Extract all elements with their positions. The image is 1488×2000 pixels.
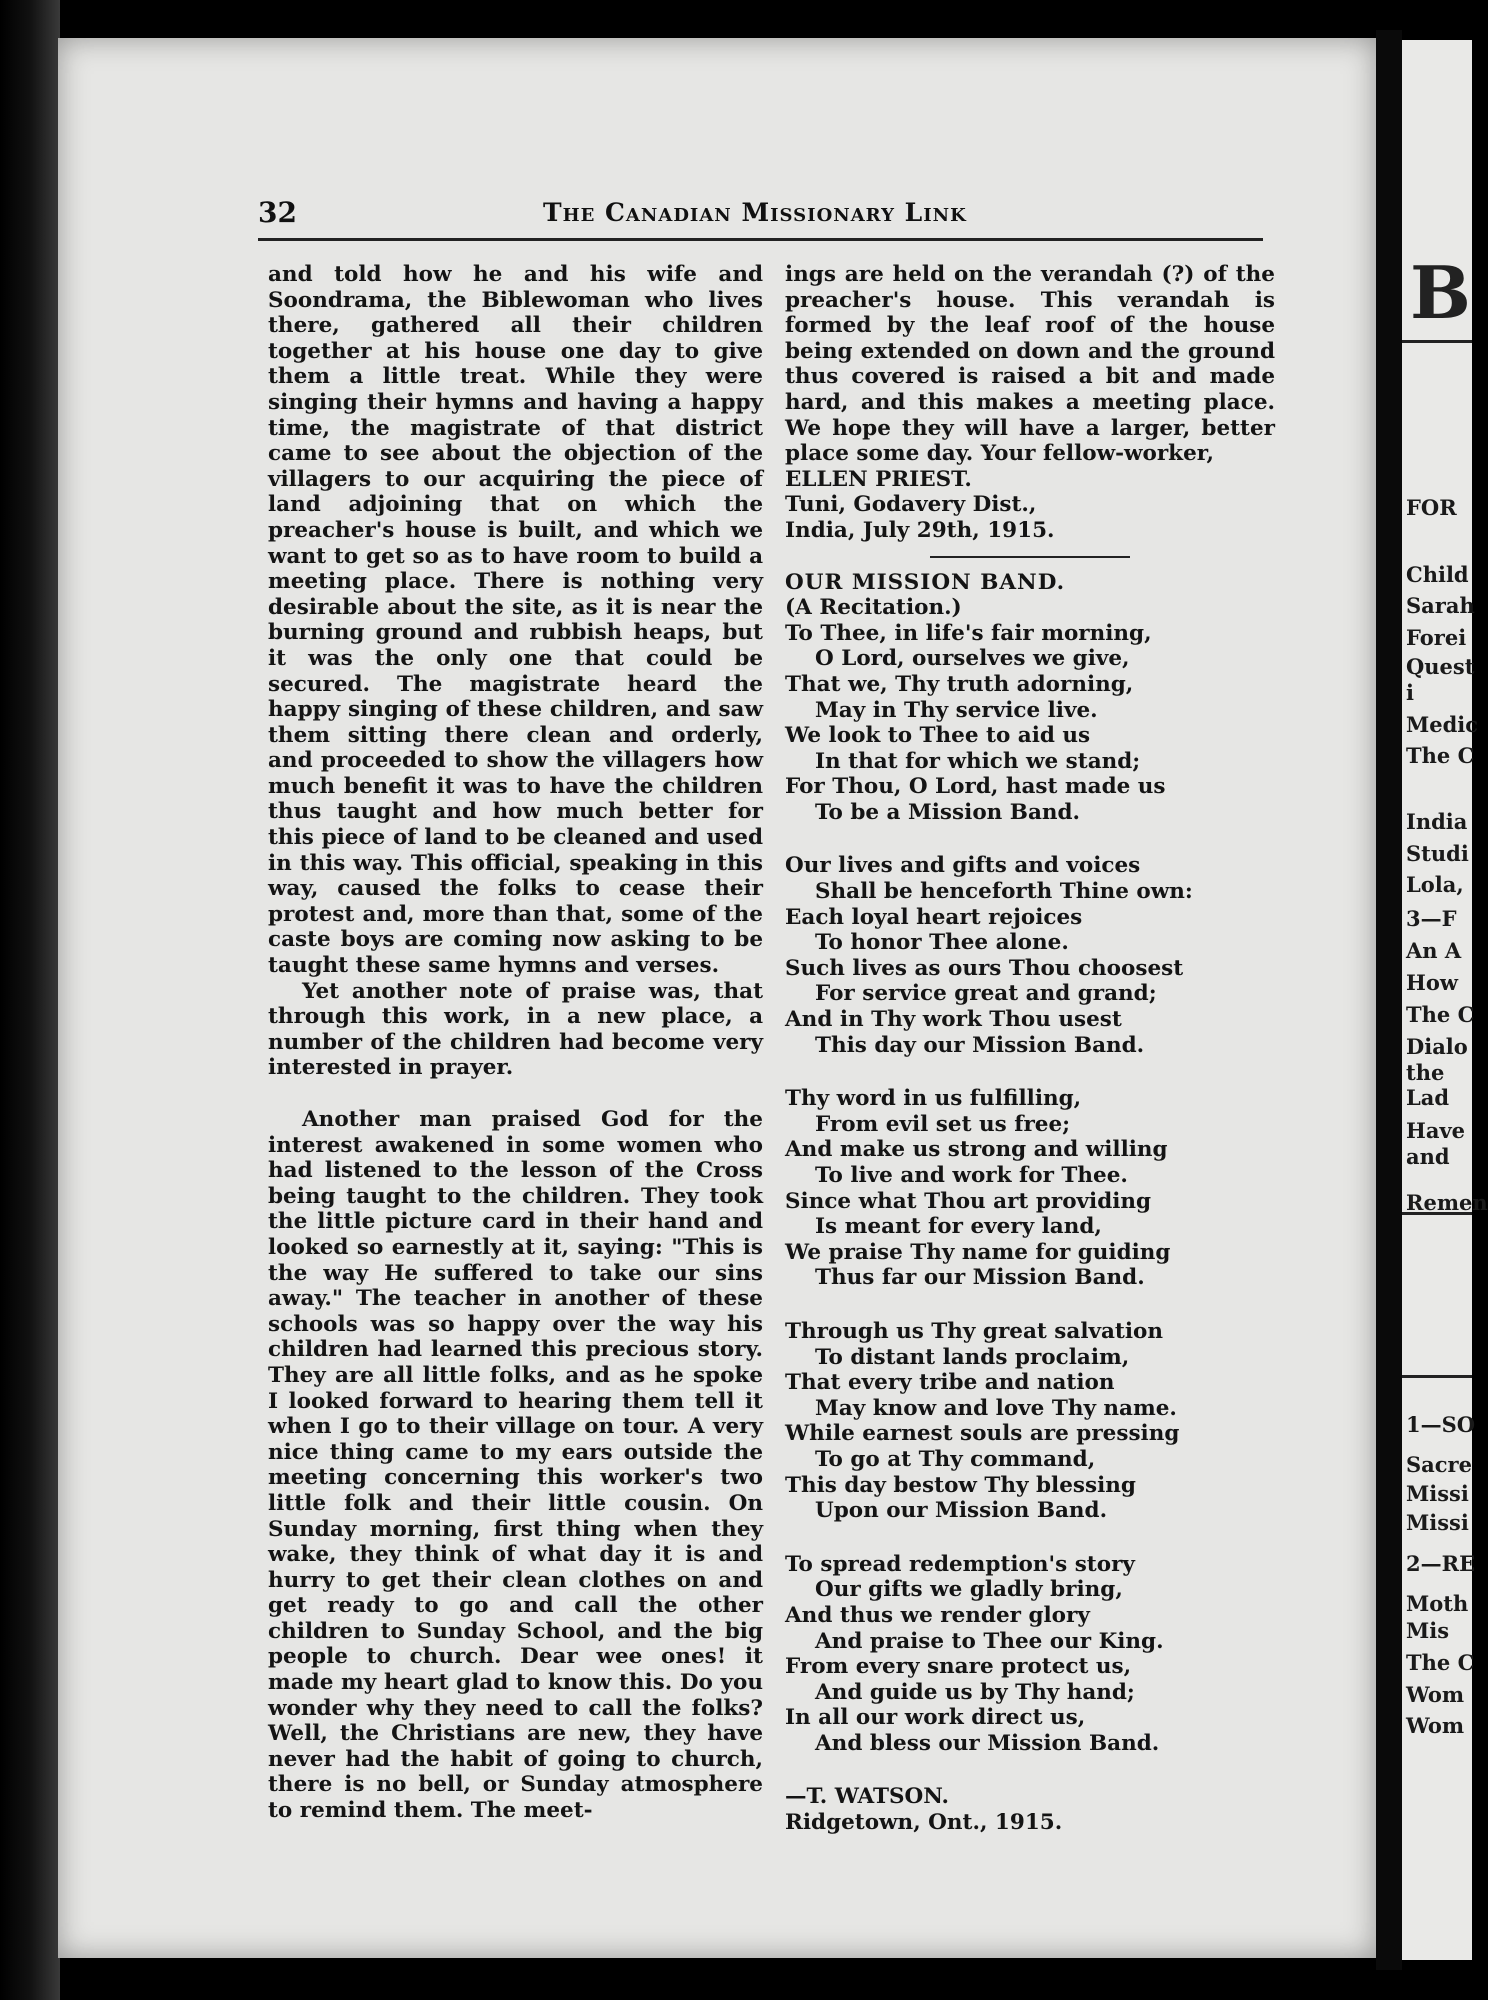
poem-line: To spread redemption's story — [785, 1551, 1135, 1577]
adjacent-page-line: 3—F — [1406, 906, 1457, 931]
poem-line: To honor Thee alone. — [815, 930, 1069, 956]
poem-line: And guide us by Thy hand; — [815, 1679, 1135, 1705]
poem-line: May know and love Thy name. — [815, 1395, 1177, 1421]
adjacent-page-line: and — [1406, 1144, 1450, 1169]
poem-line: And thus we render glory — [785, 1602, 1090, 1628]
poem-line: Each loyal heart rejoices — [785, 904, 1083, 930]
adjacent-page-line: The C — [1406, 1002, 1475, 1027]
adjacent-page-line: i — [1406, 680, 1414, 705]
poem-line: That we, Thy truth adorning, — [785, 671, 1134, 697]
body-paragraph: Another man praised God for the interest awakened in some women who had listened to the lesson of the Cross being taught to the children. They took the little picture card in their hand and looked so earnestly at it, saying: "This is the way He suffered to take our sins away." The teacher in another of these schools was so happy over the way his children had learned this precious story. They are all little folks, and as he spoke I looked forward to hearing them tell it when I go to their village on tour. A very nice thing came to my ears outside the meeting concerning this worker's two little folk and their little cousin. On Sunday morning, first thing when they wake, they think of what day it is and hurry to get their clean clothes on and get ready to go and call the other children to Sunday School, and the big people to church. Dear wee ones! it made my heart glad to know this. Do you wonder why they need to call the folks? Well, the Christians are new, they have never had the habit of going to church, there is no bell, or Sunday atmosphere to remind them. The meet- — [268, 1107, 763, 1824]
letter-date: India, July 29th, 1915. — [785, 517, 1055, 543]
poem-line: From every snare protect us, — [785, 1654, 1132, 1680]
adjacent-page-line: Forei — [1406, 625, 1467, 650]
poem-subtitle: (A Recitation.) — [785, 595, 962, 621]
poem-signature: —T. WATSON. — [785, 1784, 949, 1810]
poem-line: And bless our Mission Band. — [815, 1730, 1160, 1756]
poem-line: Through us Thy great salvation — [785, 1318, 1163, 1344]
poem-line: And in Thy work Thou usest — [785, 1007, 1122, 1033]
adjacent-page-line: Lad — [1406, 1085, 1450, 1110]
adjacent-page-line: Studi — [1406, 841, 1469, 866]
poem-line: Upon our Mission Band. — [815, 1498, 1108, 1524]
running-title: The Canadian Missionary Link — [543, 198, 967, 227]
right-column — [785, 262, 1275, 1836]
poem-line: We look to Thee to aid us — [785, 723, 1091, 749]
adjacent-page-line: The C — [1406, 1650, 1475, 1675]
poem-line: In all our work direct us, — [785, 1705, 1086, 1731]
body-paragraph: Yet another note of praise was, that through this work, in a new place, a number of the children had become very interested in prayer. — [268, 978, 763, 1081]
poem-line: May in Thy service live. — [815, 697, 1098, 723]
poem-line: And praise to Thee our King. — [815, 1628, 1164, 1654]
adjacent-page-line: 1—SO — [1406, 1412, 1476, 1437]
adjacent-page-line: the — [1406, 1060, 1445, 1085]
poem-line: O Lord, ourselves we give, — [815, 646, 1130, 672]
adjacent-page-line: How — [1406, 970, 1458, 995]
poem-line: Is meant for every land, — [815, 1214, 1102, 1240]
poem-stanza — [785, 853, 1275, 1058]
page-header — [258, 196, 1263, 236]
header-rule — [258, 238, 1263, 241]
poem-line: Our gifts we gladly bring, — [815, 1577, 1123, 1603]
adjacent-page-line: Wom — [1406, 1713, 1465, 1738]
poem-line: Such lives as ours Thou choosest — [785, 955, 1184, 981]
book-binding-shadow — [0, 0, 60, 2000]
book-gutter — [1376, 30, 1402, 1970]
left-column — [268, 262, 763, 1824]
adjacent-page-line: Sarah — [1406, 593, 1475, 618]
poem-line: While earnest souls are pressing — [785, 1421, 1180, 1447]
page-number: 32 — [258, 196, 297, 229]
poem-stanza — [785, 621, 1275, 826]
adjacent-page-line: FOR — [1406, 495, 1457, 520]
poem-line: To be a Mission Band. — [815, 799, 1081, 825]
poem-body — [785, 621, 1275, 1757]
body-paragraph: and told how he and his wife and Soondrama, the Biblewoman who lives there, gathered all their children together at his house one day to give them a little treat. While they were singing their hymns and having a happy time, the magistrate of that district came to see about the objection of the villagers to our acquiring the piece of land adjoining that on which the preacher's house is built, and which we want to get so as to have room to build a meeting place. There is nothing very desirable about the site, as it is near the burning ground and rubbish heaps, but it was the only one that could be secured. The magistrate heard the happy singing of these children, and saw them sitting there clean and orderly, and proceeded to show the villagers how much benefit it was to have the children thus taught and how much better for this piece of land to be cleaned and used in this way. This official, speaking in this way, caused the folks to cease their protest and, more than that, some of the caste boys are coming now asking to be taught these same hymns and verses. — [268, 262, 763, 979]
poem-line: For service great and grand; — [815, 981, 1157, 1007]
poem-line: To distant lands proclaim, — [815, 1344, 1130, 1370]
adjacent-page-line: 2—RE — [1406, 1551, 1476, 1576]
poem-line: To Thee, in life's fair morning, — [785, 620, 1152, 646]
adjacent-page-line: Sacre — [1406, 1452, 1472, 1477]
poem-line: Thy word in us fulfilling, — [785, 1086, 1082, 1112]
poem-line: This day our Mission Band. — [815, 1032, 1145, 1058]
poem-line: We praise Thy name for guiding — [785, 1239, 1171, 1265]
poem-line: From evil set us free; — [815, 1111, 1071, 1137]
letter-signature: ELLEN PRIEST. — [785, 466, 972, 492]
poem-line: This day bestow Thy blessing — [785, 1472, 1136, 1498]
poem-line: And make us strong and willing — [785, 1137, 1168, 1163]
poem-stanza — [785, 1319, 1275, 1524]
adjacent-page-line: Moth — [1406, 1591, 1469, 1616]
poem-line: Thus far our Mission Band. — [815, 1265, 1145, 1291]
adjacent-page-line: Missi — [1406, 1481, 1469, 1506]
poem-title: OUR MISSION BAND. — [785, 569, 1066, 595]
adjacent-page-rule — [1402, 1375, 1472, 1378]
adjacent-page-line: Missi — [1406, 1510, 1469, 1535]
adjacent-page-line: Medic — [1406, 712, 1479, 737]
poem-line: To live and work for Thee. — [815, 1163, 1128, 1188]
poem-line: To go at Thy command, — [815, 1446, 1096, 1472]
poem-line: For Thou, O Lord, hast made us — [785, 774, 1166, 800]
adjacent-page-rule — [1402, 340, 1472, 343]
poem-line: Shall be henceforth Thine own: — [815, 879, 1193, 905]
section-rule — [930, 556, 1130, 558]
poem-line: Our lives and gifts and voices — [785, 853, 1141, 879]
body-paragraph: ings are held on the verandah (?) of the preacher's house. This verandah is formed by the leaf roof of the house being extended on down and the ground thus covered is raised a bit and made hard, and this makes a meeting place. We hope they will have a larger, better place some day. Your fellow-worker, — [785, 262, 1275, 467]
adjacent-page-fragment — [1402, 40, 1488, 1960]
adjacent-page-line: Quest — [1406, 654, 1475, 679]
poem-place: Ridgetown, Ont., 1915. — [785, 1810, 1063, 1836]
poem-stanza — [785, 1086, 1275, 1291]
poem-line: In that for which we stand; — [815, 748, 1141, 774]
adjacent-page-line: Dialo — [1406, 1034, 1468, 1059]
poem-line: That every tribe and nation — [785, 1370, 1115, 1396]
adjacent-page-line: Wom — [1406, 1682, 1465, 1707]
poem-line: Since what Thou art providing — [785, 1188, 1152, 1214]
adjacent-page-line: India — [1406, 809, 1468, 834]
letter-place: Tuni, Godavery Dist., — [785, 492, 1037, 518]
adjacent-page-line: Child — [1406, 562, 1469, 587]
adjacent-page-initial: B — [1410, 250, 1471, 335]
adjacent-page-line: Mis — [1406, 1618, 1450, 1643]
adjacent-page-line: Lola, — [1406, 872, 1464, 897]
adjacent-page-line: Remen — [1406, 1190, 1488, 1215]
poem-stanza — [785, 1552, 1275, 1757]
adjacent-page-line: Have — [1406, 1118, 1466, 1143]
adjacent-page-line: An A — [1406, 938, 1462, 963]
adjacent-page-line: The C — [1406, 743, 1475, 768]
